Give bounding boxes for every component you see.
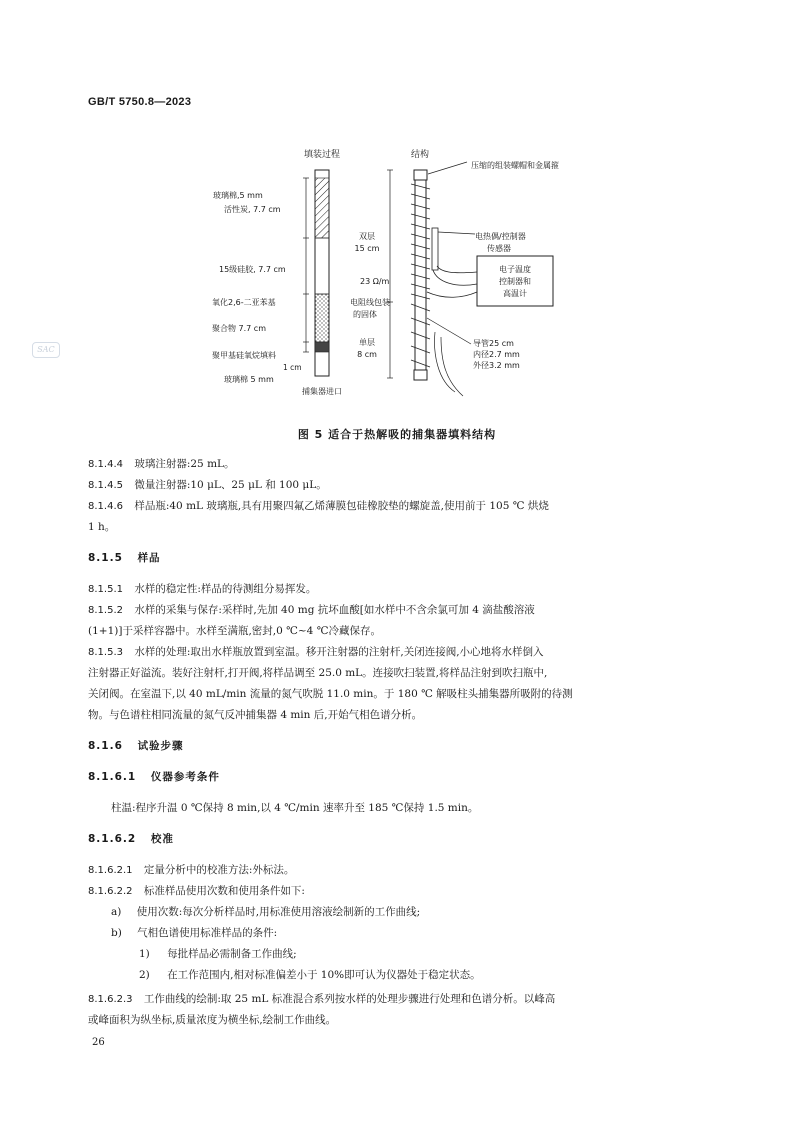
- clause-text: 水样的采集与保存:采样时,先加 40 mg 抗坏血酸[如水样中不含余氯可加 4 滴盐酸溶液: [134, 604, 535, 616]
- list-marker: 1): [139, 948, 150, 960]
- list-text: 气相色谱使用标准样品的条件:: [137, 927, 278, 939]
- label-tube-length: 导管25 cm: [473, 339, 514, 348]
- para-column-temperature: 柱温:程序升温 0 ℃保持 8 min,以 4 ℃/min 速率升至 185 ℃保持 1.5 min。: [111, 802, 479, 814]
- para-8-1-6-2-2: [88, 884, 305, 899]
- clause-number: 8.1.6.2.1: [88, 865, 133, 876]
- label-wire-line2: 的固体: [353, 310, 377, 319]
- para-8-1-5-3: [88, 645, 544, 660]
- para-8-1-6-2-3: [88, 992, 555, 1007]
- label-tenax-line1: 氧化2,6-二亚苯基: [212, 298, 276, 307]
- trap-tube-structure: [411, 170, 477, 380]
- list-marker: b): [111, 927, 122, 939]
- label-thermocouple-line2: 传感器: [487, 244, 511, 253]
- section-8-1-5: [88, 551, 161, 566]
- clause-number: 8.1.5.1: [88, 584, 123, 595]
- label-single-layer: 单层: [359, 338, 375, 347]
- clause-number: 8.1.4.4: [88, 459, 123, 470]
- clause-text: 玻璃注射器:25 mL。: [134, 458, 235, 470]
- figure-caption: 图 5 适合于热解吸的捕集器填料结构: [297, 428, 497, 441]
- para-8-1-5-3-cont1: 注射器正好溢流。装好注射杆,打开阀,将样品调至 25.0 mL。连接吹扫装置,将样品注射到吹扫瓶中,: [88, 667, 548, 679]
- label-thermocouple-line1: 电热偶/控制器: [475, 232, 526, 241]
- list-text: 在工作范围内,相对标准偏差小于 10%即可认为仪器处于稳定状态。: [167, 969, 481, 981]
- clause-text: 标准样品使用次数和使用条件如下:: [143, 885, 305, 897]
- label-glasswool-top: 玻璃棉,5 mm: [213, 191, 263, 200]
- section-8-1-6-1: [88, 770, 220, 785]
- list-marker: a): [111, 906, 122, 918]
- list-item-b-2: [139, 968, 481, 983]
- label-glasswool-bottom: 玻璃棉 5 mm: [224, 375, 274, 384]
- clause-number: 8.1.6.2.2: [88, 886, 133, 897]
- section-8-1-6: [88, 739, 184, 754]
- clause-text: 定量分析中的校准方法:外标法。: [143, 864, 295, 876]
- section-number: 8.1.6: [88, 740, 123, 752]
- label-single-length: 8 cm: [357, 350, 377, 359]
- clause-text: 样品瓶:40 mL 玻璃瓶,具有用聚四氟乙烯薄膜包硅橡胶垫的螺旋盖,使用前于 105 ℃ 烘烧: [134, 500, 549, 512]
- section-title: 样品: [137, 552, 161, 564]
- section-title: 仪器参考条件: [150, 771, 220, 783]
- para-8-1-5-1: [88, 582, 316, 597]
- label-silica: 15级硅胶, 7.7 cm: [219, 265, 286, 274]
- label-tube-inner-diameter: 内径2.7 mm: [473, 350, 520, 359]
- sac-watermark-logo: SAC: [32, 342, 60, 358]
- clause-text: 微量注射器:10 μL、25 μL 和 100 μL。: [134, 479, 327, 491]
- list-item-b-1: [139, 947, 297, 962]
- clause-text: 工作曲线的绘制:取 25 mL 标准混合系列按水样的处理步骤进行处理和色谱分析。以峰高: [143, 993, 556, 1005]
- label-wire-line1: 电阻线包装: [350, 298, 390, 307]
- label-controller-line3: 高温计: [503, 289, 527, 298]
- list-item-a: [111, 905, 420, 920]
- list-text: 使用次数:每次分析样品时,用标准使用溶液绘制新的工作曲线;: [136, 906, 421, 918]
- label-tenax-line2: 聚合物 7.7 cm: [212, 324, 266, 333]
- para-8-1-5-3-cont3: 物。与色谱柱相同流量的氮气反冲捕集器 4 min 后,开始气相色谱分析。: [88, 709, 423, 721]
- structure-leader-lines: [427, 162, 475, 396]
- para-8-1-4-5: [88, 478, 327, 493]
- fig-title-left: 填装过程: [303, 150, 341, 160]
- clause-number: 8.1.5.3: [88, 647, 123, 658]
- para-8-1-4-6: [88, 499, 549, 514]
- label-resistance: 23 Ω/m: [360, 277, 390, 286]
- label-double-length: 15 cm: [354, 244, 380, 253]
- para-8-1-6-2-1: [88, 863, 294, 878]
- section-title: 校准: [150, 833, 174, 845]
- para-8-1-6-2-3-cont: 或峰面积为纵坐标,质量浓度为横坐标,绘制工作曲线。: [88, 1014, 337, 1026]
- packing-tube: [315, 170, 329, 376]
- list-marker: 2): [139, 969, 150, 981]
- clause-text: 水样的稳定性:样品的待测组分易挥发。: [134, 583, 317, 595]
- clause-text: 水样的处理:取出水样瓶放置到室温。移开注射器的注射杆,关闭连接阀,小心地将水样倒入: [134, 646, 544, 658]
- section-number: 8.1.6.1: [88, 771, 137, 783]
- label-ov-line2: 1 cm: [283, 363, 302, 372]
- section-number: 8.1.5: [88, 552, 123, 564]
- section-number: 8.1.6.2: [88, 833, 137, 845]
- clause-number: 8.1.5.2: [88, 605, 123, 616]
- para-8-1-5-2-cont: (1+1)]于采样容器中。水样至满瓶,密封,0 ℃~4 ℃冷藏保存。: [88, 625, 381, 637]
- label-controller-line2: 控制器和: [499, 277, 531, 286]
- label-tube-outer-diameter: 外径3.2 mm: [473, 361, 520, 370]
- label-ov-line1: 聚甲基硅氧烷填料: [212, 351, 276, 360]
- page-number: 26: [92, 1037, 105, 1048]
- clause-number: 8.1.4.5: [88, 480, 123, 491]
- label-trap-inlet: 捕集器进口: [302, 387, 342, 396]
- standard-number: GB/T 5750.8—2023: [88, 96, 192, 108]
- structure-dimension-markers: [387, 170, 393, 378]
- list-text: 每批样品必需制备工作曲线;: [167, 948, 297, 960]
- para-8-1-4-4: [88, 457, 235, 472]
- section-8-1-6-2: [88, 832, 174, 847]
- trap-packing-figure: [205, 142, 585, 410]
- para-8-1-5-3-cont2: 关闭阀。在室温下,以 40 mL/min 流量的氮气吹脱 11.0 min。于 180 ℃ 解吸柱头捕集器所吸附的待测: [88, 688, 573, 700]
- fig-title-right: 结构: [410, 150, 430, 160]
- clause-number: 8.1.6.2.3: [88, 994, 133, 1005]
- section-title: 试验步骤: [137, 740, 184, 752]
- list-item-b: [111, 926, 277, 941]
- label-controller-line1: 电子温度: [499, 265, 531, 274]
- packing-dimension-markers: [303, 178, 309, 352]
- label-compression-nut: 压缩的组装螺帽和金属箍: [471, 161, 559, 170]
- clause-number: 8.1.4.6: [88, 501, 123, 512]
- para-8-1-4-6-cont: 1 h。: [88, 521, 116, 533]
- label-charcoal: 活性炭, 7.7 cm: [224, 205, 281, 214]
- para-8-1-5-2: [88, 603, 535, 618]
- label-double-layer: 双层: [359, 232, 375, 241]
